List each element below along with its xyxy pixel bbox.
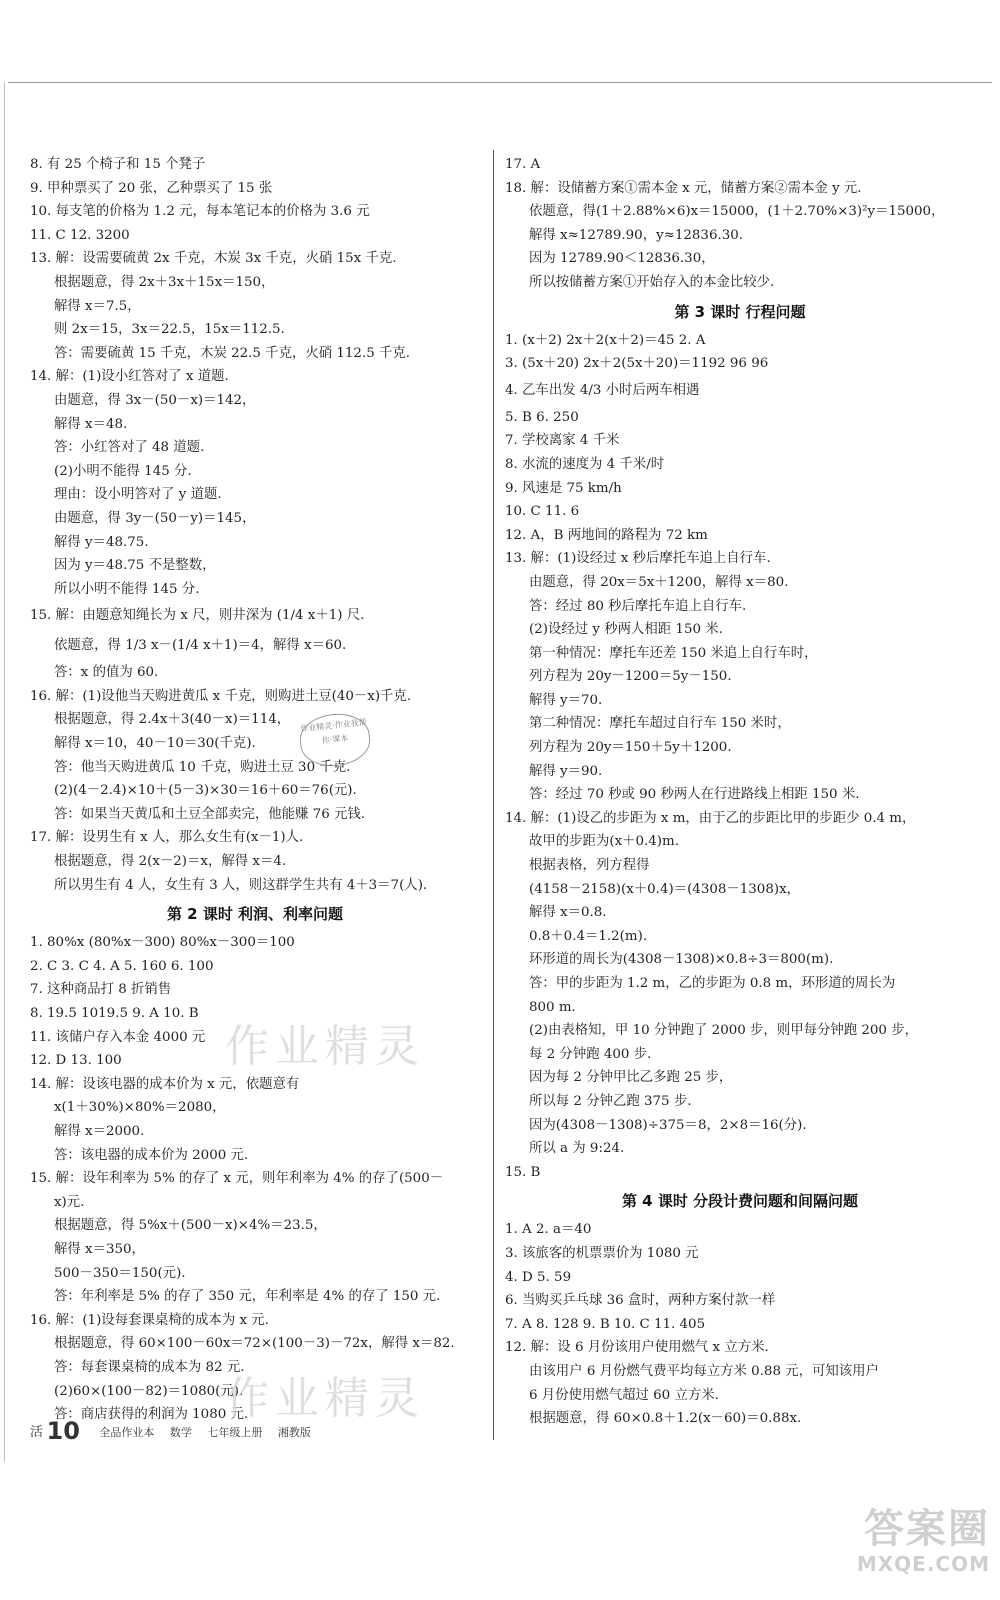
stamp-text: 作业精灵·作业我帮你·课本 xyxy=(299,717,368,746)
answer-line: (2)由表格知，甲 10 分钟跑了 2000 步，则甲每分钟跑 200 步， xyxy=(529,1023,918,1039)
answer-line: 所以男生有 4 人，女生有 3 人，则这群学生共有 4＋3＝7(人). xyxy=(54,877,428,893)
footer-subject: 数学 xyxy=(169,1426,192,1439)
answer-line: 解得 y＝48.75. xyxy=(54,534,149,550)
answer-line: 解得 y＝70. xyxy=(529,692,603,708)
answer-line: 15. 解：设年利率为 5% 的存了 x 元，则年利率为 4% 的存了(500－ xyxy=(30,1171,444,1187)
answer-line: 13. 解：(1)设经过 x 秒后摩托车追上自行车. xyxy=(505,551,771,567)
watermark-center-1: 作业精灵 xyxy=(225,1021,425,1072)
answer-line: 15. B xyxy=(505,1164,541,1180)
answer-line: 每 2 分钟跑 400 步. xyxy=(529,1046,652,1062)
answer-line: 由题意，得 3y－(50－y)＝145， xyxy=(54,510,256,526)
answer-line: 500－350＝150(元). xyxy=(54,1265,186,1281)
answer-line: 12. A，B 两地间的路程为 72 km xyxy=(505,527,708,543)
section-heading: 第 2 课时 利润、利率问题 xyxy=(166,905,344,924)
answer-line: 根据题意，得 2(x－2)＝x，解得 x＝4. xyxy=(54,854,287,870)
answer-line: 10. C 11. 6 xyxy=(505,504,580,520)
answer-line: 故甲的步距为(x＋0.4)m. xyxy=(529,834,679,850)
page-left-edge xyxy=(4,82,5,1462)
answer-line: 解得 x＝2000. xyxy=(54,1123,145,1139)
answer-line: 14. 解：(1)设小红答对了 x 道题. xyxy=(30,369,229,385)
answer-line: 15. 解：由题意知绳长为 x 尺，则井深为 (1/4 x＋1) 尺. xyxy=(30,608,365,624)
answer-line: 8. 19.5 1019.5 9. A 10. B xyxy=(30,1006,199,1021)
answer-line: 解得 y＝90. xyxy=(529,763,603,779)
answer-line: 根据题意，得 60×100－60x＝72×(100－3)－72x，解得 x＝82. xyxy=(54,1336,455,1352)
footer-edition: 湘教版 xyxy=(277,1426,311,1439)
answer-line: 环形道的周长为(4308－1308)×0.8÷3＝800(m). xyxy=(529,952,834,968)
answer-line: 4. D 5. 59 xyxy=(505,1269,572,1285)
answer-line: 解得 x＝0.8. xyxy=(529,905,607,921)
footer-book: 全品作业本 xyxy=(99,1426,155,1439)
answer-line: 9. 甲种票买了 20 张，乙种票买了 15 张 xyxy=(30,180,273,196)
answer-line: 答：年利率是 5% 的存了 350 元，年利率是 4% 的存了 150 元. xyxy=(54,1289,441,1305)
corner-watermark-logo: 答案圈 xyxy=(864,1506,990,1552)
answer-line: 13. 解：设需要硫黄 2x 千克，木炭 3x 千克，火硝 15x 千克. xyxy=(30,251,397,267)
answer-line: 理由：设小明答对了 y 道题. xyxy=(54,487,222,503)
answer-line: 所以 a 为 9:24. xyxy=(529,1141,625,1157)
answer-line: 16. 解：(1)设每套课桌椅的成本为 x 元. xyxy=(30,1312,269,1328)
answer-line: 18. 解：设储蓄方案①需本金 x 元，储蓄方案②需本金 y 元. xyxy=(505,180,862,196)
answer-line: 则 2x＝15，3x＝22.5，15x＝112.5. xyxy=(54,322,285,338)
answer-line: 9. 风速是 75 km/h xyxy=(505,480,622,496)
page-footer xyxy=(30,1416,323,1446)
answer-line: 答：小红答对了 48 道题. xyxy=(54,440,205,456)
answer-line: 所以按储蓄方案①开始存入的本金比较少. xyxy=(529,274,775,290)
watermark-center-2: 作业精灵 xyxy=(225,1373,425,1424)
column-divider xyxy=(493,150,494,1440)
answer-line: 8. 水流的速度为 4 千米/时 xyxy=(505,456,665,472)
answer-line: 由该用户 6 月份燃气费平均每立方米 0.88 元，可知该用户 xyxy=(529,1363,879,1379)
answer-line: 答：甲的步距为 1.2 m，乙的步距为 0.8 m，环形道的周长为 xyxy=(529,976,896,991)
answer-line: 14. 解：(1)设乙的步距为 x m，由于乙的步距比甲的步距少 0.4 m， xyxy=(505,810,916,826)
answer-line: 根据题意，得 2.4x＋3(40－x)＝114， xyxy=(54,712,291,728)
answer-line: 列方程为 20y＝150＋5y＋1200. xyxy=(529,740,732,756)
answer-line: 16. 解：(1)设他当天购进黄瓜 x 千克，则购进土豆(40－x)千克. xyxy=(30,688,412,704)
answer-line: 2. C 3. C 4. A 5. 160 6. 100 xyxy=(30,958,214,974)
answer-line: 根据题意，得 60×0.8＋1.2(x－60)＝0.88x. xyxy=(529,1411,802,1427)
footer-grade: 七年级上册 xyxy=(207,1426,263,1439)
answer-line: 解得 x＝350， xyxy=(54,1241,145,1257)
answer-line: 列方程为 20y－1200＝5y－150. xyxy=(529,669,732,685)
answer-line: 12. D 13. 100 xyxy=(30,1053,122,1069)
answer-line: 所以每 2 分钟乙跑 375 步. xyxy=(529,1093,692,1109)
answer-line: 答：如果当天黄瓜和土豆全部卖完，他能赚 76 元钱. xyxy=(54,806,366,822)
answer-line: 1. (x＋2) 2x＋2(x＋2)＝45 2. A xyxy=(505,332,706,348)
answer-line: 由题意，得 3x－(50－x)＝142， xyxy=(54,392,256,408)
answer-line: 11. C 12. 3200 xyxy=(30,227,130,243)
answer-line: (4158－2158)(x＋0.4)＝(4308－1308)x， xyxy=(529,881,801,897)
answer-line: 答：商店获得的利润为 1080 元. xyxy=(54,1407,249,1423)
page-number: 10 xyxy=(46,1417,80,1445)
answer-line: 11. 该储户存入本金 4000 元 xyxy=(30,1029,206,1045)
answer-line: 依题意，得 1/3 x－(1/4 x＋1)＝4，解得 x＝60. xyxy=(54,638,347,654)
answer-line: 10. 每支笔的价格为 1.2 元，每本笔记本的价格为 3.6 元 xyxy=(30,204,370,220)
answer-line: 第一种情况：摩托车还差 150 米追上自行车时， xyxy=(529,645,818,661)
section-heading: 第 3 课时 行程问题 xyxy=(674,302,806,321)
answer-line: (2)60×(100－82)＝1080(元). xyxy=(54,1383,244,1399)
answer-line: 解得 x≈12789.90，y≈12836.30. xyxy=(529,227,744,243)
footer-label: 活 xyxy=(30,1425,44,1440)
answer-line: 4. 乙车出发 4/3 小时后两车相遇 xyxy=(505,382,700,398)
answer-line: 答：需要硫黄 15 千克，木炭 22.5 千克，火硝 112.5 千克. xyxy=(54,345,411,361)
top-rule xyxy=(8,82,992,83)
answer-line: 8. 有 25 个椅子和 15 个凳子 xyxy=(30,157,206,172)
section-heading: 第 4 课时 分段计费问题和间隔问题 xyxy=(621,1192,859,1211)
answer-line: 根据表格，列方程得 xyxy=(529,858,650,874)
left-column xyxy=(30,153,480,1427)
answer-line: 答：x 的值为 60. xyxy=(54,665,159,681)
answer-line: 答：每套课桌椅的成本为 82 元. xyxy=(54,1359,245,1375)
answer-line: 解得 x＝7.5， xyxy=(54,298,141,314)
answer-line: 根据题意，得 5%x＋(500－x)×4%＝23.5， xyxy=(54,1218,327,1234)
answer-line: x)元. xyxy=(54,1194,85,1210)
answer-line: 17. A xyxy=(505,157,541,172)
answer-line: 解得 x＝48. xyxy=(54,416,128,432)
answer-line: (2)(4－2.4)×10＋(5－3)×30＝16＋60＝76(元). xyxy=(54,783,357,799)
answer-line: 6. 当购买乒乓球 36 盒时，两种方案付款一样 xyxy=(505,1293,776,1309)
answer-line: 12. 解：设 6 月份该用户使用燃气 x 立方米. xyxy=(505,1340,769,1356)
answer-line: (2)小明不能得 145 分. xyxy=(54,463,192,479)
corner-watermark-url: MXQE.COM xyxy=(856,1552,990,1576)
answer-line: 7. 这种商品打 8 折销售 xyxy=(30,982,172,998)
answer-line: 因为(4308－1308)÷375＝8，2×8＝16(分). xyxy=(529,1117,807,1133)
answer-line: 1. 80%x (80%x－300) 80%x－300＝100 xyxy=(30,935,295,951)
answer-line: 7. A 8. 128 9. B 10. C 11. 405 xyxy=(505,1316,706,1332)
answer-line: 0.8＋0.4＝1.2(m). xyxy=(529,928,648,944)
answer-line: 6 月份使用燃气超过 60 立方米. xyxy=(529,1387,719,1403)
answer-line: x(1＋30%)×80%＝2080， xyxy=(54,1100,226,1116)
answer-line: 800 m. xyxy=(529,999,576,1015)
right-column xyxy=(505,153,975,1431)
answer-line: 解得 x＝10，40－10＝30(千克). xyxy=(54,736,256,752)
answer-line: 5. B 6. 250 xyxy=(505,409,579,425)
answer-line: 3. (5x＋20) 2x＋2(5x＋20)＝1192 96 96 xyxy=(505,356,769,372)
answer-line: 答：他当天购进黄瓜 10 千克，购进土豆 30 千克. xyxy=(54,759,351,775)
answer-line: 7. 学校离家 4 千米 xyxy=(505,433,620,449)
answer-line: 因为每 2 分钟甲比乙多跑 25 步， xyxy=(529,1070,733,1086)
answer-line: 根据题意，得 2x＋3x＋15x＝150， xyxy=(54,274,275,290)
answer-line: 所以小明不能得 145 分. xyxy=(54,581,200,597)
answer-line: 因为 12789.90＜12836.30， xyxy=(529,251,715,267)
answer-line: (2)设经过 y 秒两人相距 150 米. xyxy=(529,622,723,638)
answer-line: 3. 该旅客的机票票价为 1080 元 xyxy=(505,1245,699,1261)
answer-line: 1. A 2. a＝40 xyxy=(505,1222,592,1238)
answer-line: 因为 y＝48.75 不是整数， xyxy=(54,558,216,574)
answer-line: 14. 解：设该电器的成本价为 x 元，依题意有 xyxy=(30,1076,300,1092)
answer-line: 由题意，得 20x＝5x＋1200，解得 x＝80. xyxy=(529,574,789,590)
answer-line: 第二种情况：摩托车超过自行车 150 米时， xyxy=(529,716,791,732)
answer-line: 答：该电器的成本价为 2000 元. xyxy=(54,1147,249,1163)
corner-watermark xyxy=(800,1506,990,1586)
answer-line: 答：经过 80 秒后摩托车追上自行车. xyxy=(529,598,747,614)
answer-line: 依题意，得(1＋2.88%×6)x＝15000，(1＋2.70%×3)²y＝15000， xyxy=(529,204,945,220)
answer-line: 答：经过 70 秒或 90 秒两人在行进路线上相距 150 米. xyxy=(529,787,860,803)
answer-line: 17. 解：设男生有 x 人，那么女生有(x－1)人. xyxy=(30,830,304,846)
